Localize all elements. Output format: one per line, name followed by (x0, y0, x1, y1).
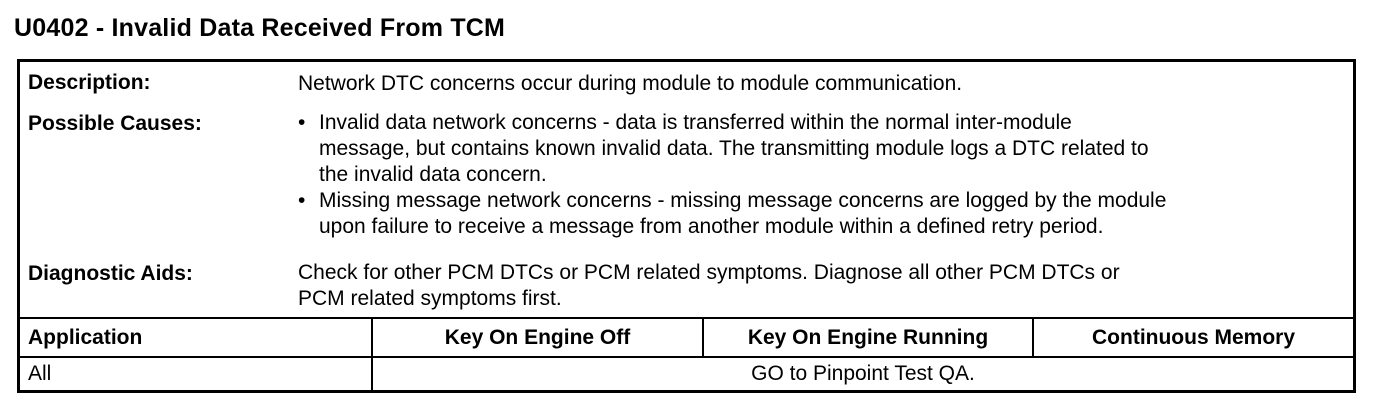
cause-line: message, but contains known invalid data. The transmitting module logs a DTC related to (319, 137, 1149, 160)
details-section (20, 62, 1353, 318)
bullet-icon: • (298, 111, 306, 134)
diagnostic-aids-line: Check for other PCM DTCs or PCM related symptoms. Diagnose all other PCM DTCs or (298, 261, 1120, 284)
header-key-on-engine-running: Key On Engine Running (747, 325, 989, 349)
header-continuous-memory: Continuous Memory (1092, 325, 1295, 349)
diagnostic-aids-text (298, 260, 1120, 312)
cause-line: upon failure to receive a message from another module within a defined retry period. (319, 215, 1104, 238)
possible-causes-list (298, 110, 1166, 240)
possible-causes-label: Possible Causes: (28, 112, 202, 135)
cause-item (298, 110, 1166, 188)
dtc-table (17, 59, 1356, 393)
cause-line: the invalid data concern. (319, 163, 547, 186)
diagnostic-aids-line: PCM related symptoms first. (298, 287, 562, 310)
header-key-on-engine-off: Key On Engine Off (444, 325, 631, 349)
cause-line: Missing message network concerns - missing message concerns are logged by the module (319, 189, 1167, 212)
page-title: U0402 - Invalid Data Received From TCM (14, 14, 506, 42)
description-text: Network DTC concerns occur during module to module communication. (298, 72, 963, 95)
diagnostic-aids-label: Diagnostic Aids: (28, 262, 193, 285)
bullet-icon: • (298, 189, 306, 212)
cell-application-value: All (28, 362, 52, 385)
cell-action-value: GO to Pinpoint Test QA. (751, 362, 975, 385)
description-label: Description: (28, 71, 151, 94)
cause-line: Invalid data network concerns - data is transferred within the normal inter-module (319, 111, 1072, 134)
cause-item (298, 188, 1166, 240)
header-application: Application (28, 325, 143, 349)
